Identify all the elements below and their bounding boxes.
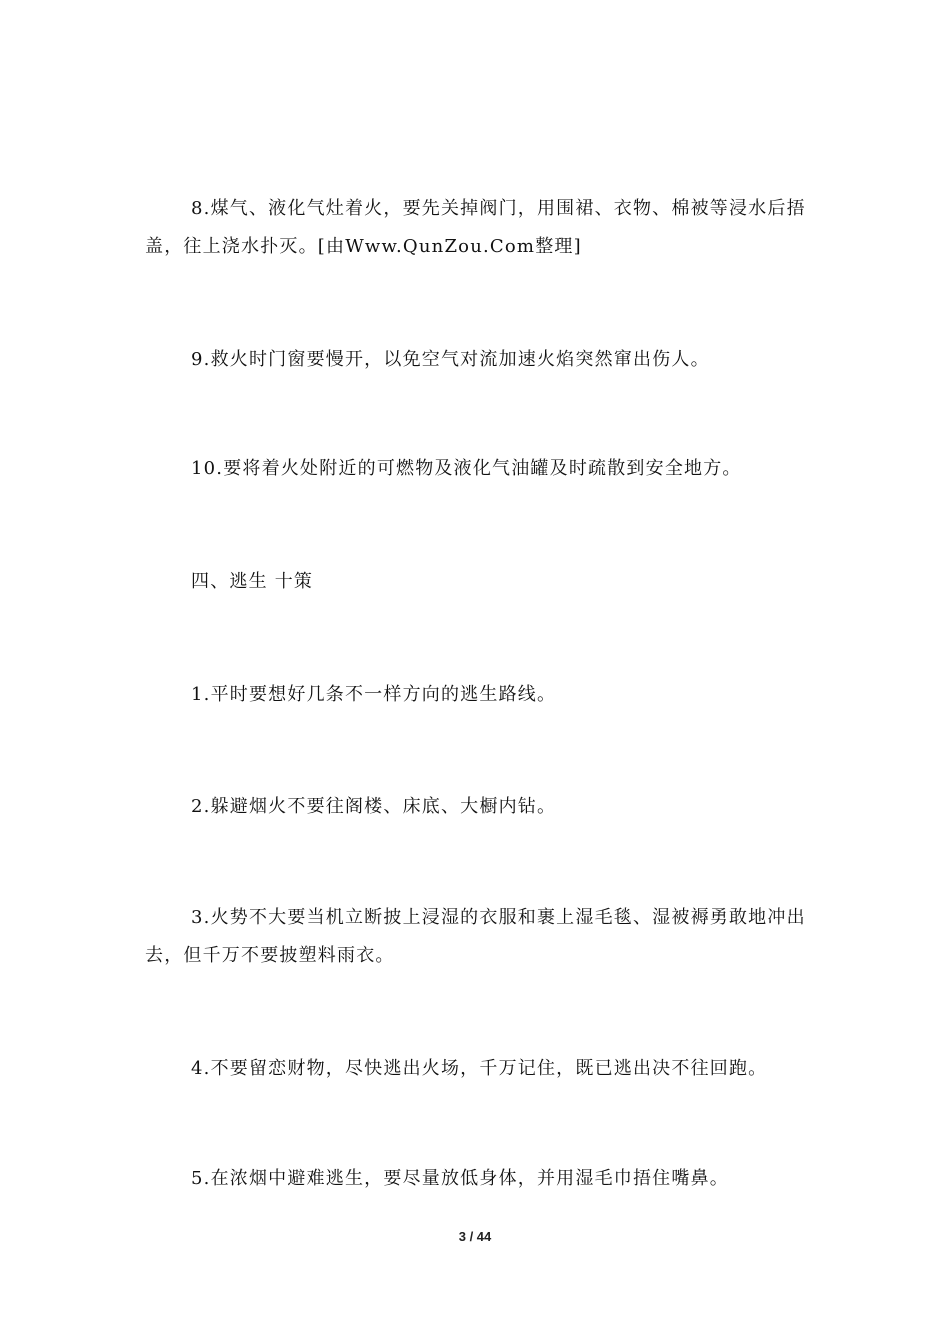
paragraph-escape-4: 4.不要留恋财物，尽快逃出火场，千万记住，既已逃出决不往回跑。 — [191, 1058, 768, 1079]
paragraph-escape-2: 2.躲避烟火不要往阁楼、床底、大橱内钻。 — [191, 796, 557, 817]
paragraph-escape-5: 5.在浓烟中避难逃生，要尽量放低身体，并用湿毛巾捂住嘴鼻。 — [191, 1168, 729, 1189]
paragraph-item-8: 8.煤气、液化气灶着火，要先关掉阀门，用围裙、衣物、棉被等浸水后捂盖，往上浇水扑灭。[由Www.QunZou.Com整理] — [145, 198, 806, 257]
paragraph-item-9: 9.救火时门窗要慢开，以免空气对流加速火焰突然窜出伤人。 — [191, 349, 710, 370]
section-heading: 四、逃生 十策 — [191, 571, 314, 592]
total-pages: 44 — [476, 1229, 492, 1244]
paragraph-item-10: 10.要将着火处附近的可燃物及液化气油罐及时疏散到安全地方。 — [191, 458, 742, 479]
paragraph-escape-1: 1.平时要想好几条不一样方向的逃生路线。 — [191, 684, 557, 705]
page-separator: / — [465, 1229, 477, 1244]
page-number-footer — [0, 1229, 950, 1244]
current-page-number: 3 — [458, 1229, 466, 1244]
paragraph-escape-3: 3.火势不大要当机立断披上浸湿的衣服和裹上湿毛毯、湿被褥勇敢地冲出去，但千万不要披塑料雨衣。 — [145, 907, 806, 966]
